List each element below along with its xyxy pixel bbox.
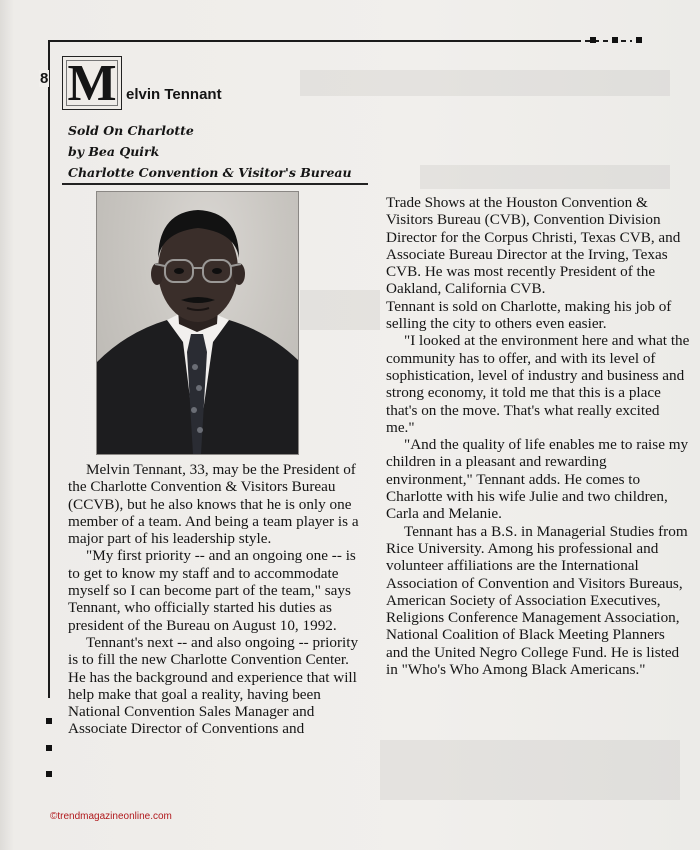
- ornament-square: [612, 37, 618, 43]
- byline-organization: Charlotte Convention & Visitor's Bureau: [68, 165, 352, 180]
- ornament-square: [46, 718, 52, 724]
- bleed-through-bar: [380, 740, 680, 800]
- top-dashed-rule: [576, 40, 632, 42]
- byline-author: by Bea Quirk: [68, 144, 160, 159]
- portrait-photo: [96, 191, 299, 455]
- ornament-square: [46, 771, 52, 777]
- bleed-through-bar: [300, 70, 670, 96]
- paragraph: "My first priority -- and an ongoing one -- is to get to know my staff and to accommodate myself so I can become part of the team," says Tennant, who officially started his duties as president of the Bureau on August 10, 1992.: [68, 547, 356, 634]
- drop-cap-box: [62, 56, 122, 110]
- bleed-through-bar: [300, 290, 380, 330]
- paragraph: Tennant's next -- and also ongoing -- priority is to fill the new Charlotte Convention Center. He has the background and experience that will help make that goal a reality, having been National Convention Sales Manager and Associate Director of Conventions and: [68, 633, 359, 738]
- top-rule: [48, 40, 576, 42]
- watermark-credit: ©trendmagazineonline.com: [50, 811, 172, 822]
- paragraph: Melvin Tennant, 33, may be the President of the Charlotte Convention & Visitors Bureau (CCVB), but he also knows that he is only one member of a team. And being a team player is a major part of his leadership style.: [68, 461, 359, 548]
- portrait-illustration: [97, 192, 298, 454]
- ornament-square: [46, 745, 52, 751]
- paragraph: Tennant is sold on Charlotte, making his job of selling the city to others even easier.: [386, 297, 672, 333]
- byline: [68, 120, 352, 183]
- paragraph: Trade Shows at the Houston Convention & Visitors Bureau (CVB), Convention Division Director for the Corpus Christi, Texas CVB, and Associate Bureau Director at the Irving, Texas CVB. He was most recently President of the Oakland, California CVB.: [386, 194, 681, 298]
- bleed-through-bar: [420, 165, 670, 189]
- paragraph: "And the quality of life enables me to raise my children in a pleasant and rewarding environment," Tennant adds. He comes to Charlotte with his wife Julie and two children, Carla and Melanie.: [386, 436, 689, 523]
- article-title: elvin Tennant: [126, 86, 222, 103]
- ornament-square: [636, 37, 642, 43]
- byline-rule: [62, 183, 368, 185]
- page-number: 8: [40, 70, 49, 87]
- left-rule: [48, 40, 50, 698]
- right-text-column: [386, 194, 690, 678]
- left-text-column: [68, 461, 364, 738]
- byline-headline: Sold On Charlotte: [68, 123, 194, 138]
- drop-cap-letter: M: [67, 55, 117, 112]
- ornament-square: [590, 37, 596, 43]
- paragraph: Tennant has a B.S. in Managerial Studies from Rice University. Among his professional and volunteer affiliations are the International Association of Convention and Visitors Bureaus, American Society of Association Executives, Religions Conference Management Association, National Coalition of Black Meeting Planners and the United Negro College Fund. He is listed in "Who's Who Among Black Americans.": [386, 522, 688, 679]
- paragraph: "I looked at the environment here and what the community has to offer, and with its level of sophistication, level of industry and business and strong economy, it told me that this is a place that's on the move. That's what really excited me.": [386, 332, 690, 436]
